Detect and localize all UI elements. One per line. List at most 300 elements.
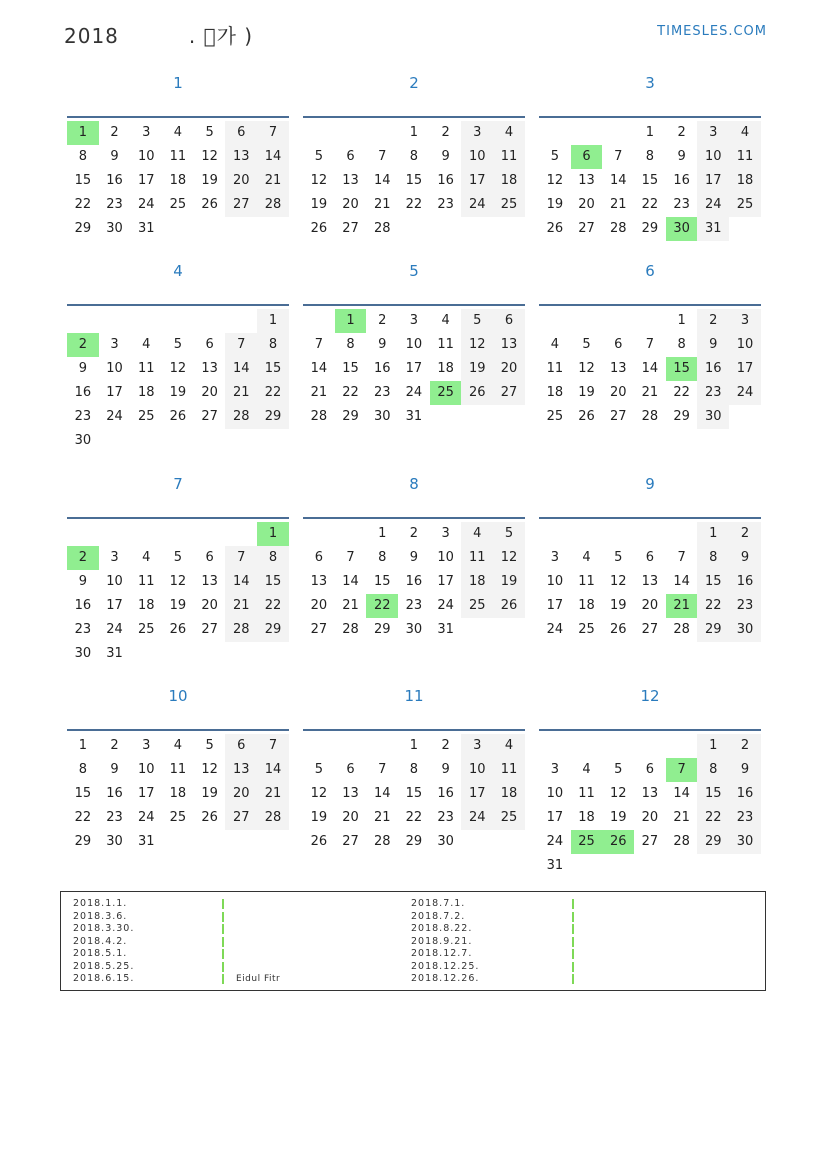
day-cell: 11 <box>169 149 187 164</box>
empty-cell <box>162 522 194 546</box>
day-cell: 29 <box>74 221 92 236</box>
empty-cell <box>493 405 525 429</box>
week-row <box>67 570 289 594</box>
empty-cell <box>162 642 194 666</box>
day-cell: 14 <box>609 173 627 188</box>
day-cell: 17 <box>729 357 761 381</box>
holiday-day-cell: 21 <box>666 594 698 618</box>
day-grid <box>67 522 289 666</box>
day-cell: 28 <box>342 622 359 637</box>
day-cell: 9 <box>697 333 729 357</box>
holiday-marker <box>222 937 224 947</box>
day-cell: 27 <box>609 409 627 424</box>
day-cell: 1 <box>409 738 419 753</box>
day-cell: 22 <box>405 197 423 212</box>
day-cell: 5 <box>314 149 323 164</box>
day-cell: 6 <box>314 550 323 565</box>
day-cell: 1 <box>378 526 387 541</box>
week-row <box>303 522 525 546</box>
empty-cell <box>303 522 335 546</box>
day-cell: 17 <box>405 361 423 376</box>
day-cell: 30 <box>405 622 423 637</box>
day-cell: 13 <box>641 574 659 589</box>
day-cell: 5 <box>493 522 525 546</box>
day-cell: 20 <box>493 357 525 381</box>
day-cell: 16 <box>74 598 92 613</box>
day-cell: 6 <box>614 337 623 352</box>
day-cell: 16 <box>673 173 690 188</box>
day-cell: 29 <box>641 221 659 236</box>
day-cell: 5 <box>205 125 214 140</box>
day-cell: 12 <box>201 762 218 777</box>
week-row <box>539 522 761 546</box>
day-cell: 31 <box>106 646 123 661</box>
brand-logo[interactable]: TIMESLES.COM <box>657 24 767 39</box>
holiday-day-cell: 25 <box>571 830 603 854</box>
day-cell: 10 <box>546 786 564 801</box>
day-cell: 25 <box>169 197 187 212</box>
day-cell: 19 <box>461 357 493 381</box>
day-cell: 30 <box>437 834 454 849</box>
holiday-row <box>73 898 393 911</box>
week-row <box>67 309 289 333</box>
week-row <box>67 642 289 666</box>
day-cell: 29 <box>697 830 729 854</box>
day-cell: 12 <box>609 574 627 589</box>
day-cell: 15 <box>342 361 359 376</box>
empty-cell <box>493 830 525 854</box>
holiday-date: 2018.5.1. <box>73 948 128 959</box>
day-cell: 25 <box>169 810 187 825</box>
day-cell: 8 <box>409 762 419 777</box>
day-cell: 8 <box>697 546 729 570</box>
day-cell: 13 <box>641 786 659 801</box>
day-cell: 28 <box>257 806 289 830</box>
day-cell: 24 <box>137 810 155 825</box>
month-divider <box>67 116 289 118</box>
holiday-row <box>73 936 393 949</box>
day-cell: 10 <box>461 145 493 169</box>
day-cell: 23 <box>106 197 123 212</box>
week-row <box>303 357 525 381</box>
day-cell: 18 <box>578 598 595 613</box>
empty-cell <box>729 217 761 241</box>
holiday-column-right <box>411 898 731 986</box>
day-cell: 10 <box>106 361 123 376</box>
week-row <box>539 594 761 618</box>
day-cell: 4 <box>493 734 525 758</box>
empty-cell <box>162 830 194 854</box>
empty-cell <box>666 854 698 878</box>
day-cell: 26 <box>461 381 493 405</box>
day-cell: 26 <box>310 221 328 236</box>
day-cell: 25 <box>493 193 525 217</box>
holiday-row <box>411 973 731 986</box>
empty-cell <box>335 121 367 145</box>
day-cell: 5 <box>205 738 214 753</box>
day-cell: 22 <box>641 197 659 212</box>
holiday-marker <box>222 974 224 984</box>
holiday-date: 2018.12.25. <box>411 960 480 972</box>
month-5 <box>303 261 525 424</box>
empty-cell <box>130 642 162 666</box>
day-cell: 4 <box>173 125 183 140</box>
week-row <box>539 193 761 217</box>
day-cell: 2 <box>409 526 419 541</box>
holiday-marker <box>572 912 574 922</box>
week-row <box>67 734 289 758</box>
day-cell: 11 <box>578 574 595 589</box>
empty-cell <box>194 429 226 453</box>
day-cell: 18 <box>578 810 595 825</box>
month-divider <box>303 116 525 118</box>
empty-cell <box>539 734 571 758</box>
day-cell: 13 <box>225 758 257 782</box>
holiday-marker <box>572 899 574 909</box>
day-cell: 7 <box>225 333 257 357</box>
day-cell: 11 <box>546 361 564 376</box>
day-cell: 20 <box>641 810 659 825</box>
day-cell: 16 <box>106 786 123 801</box>
day-cell: 25 <box>546 409 564 424</box>
day-cell: 1 <box>257 309 289 333</box>
day-cell: 4 <box>142 550 151 565</box>
day-cell: 30 <box>74 646 92 661</box>
day-cell: 17 <box>106 598 123 613</box>
day-cell: 17 <box>106 385 123 400</box>
holiday-row <box>73 948 393 961</box>
week-row <box>67 618 289 642</box>
day-cell: 9 <box>78 574 87 589</box>
week-row <box>303 381 525 405</box>
day-cell: 2 <box>697 309 729 333</box>
day-cell: 27 <box>225 806 257 830</box>
day-cell: 23 <box>373 385 391 400</box>
day-cell: 5 <box>314 762 323 777</box>
month-divider <box>67 304 289 306</box>
month-divider <box>303 304 525 306</box>
week-row <box>539 782 761 806</box>
day-cell: 20 <box>310 598 328 613</box>
day-cell: 18 <box>493 782 525 806</box>
day-cell: 12 <box>609 786 627 801</box>
title-suffix: . 󱡑가 ) <box>188 24 254 48</box>
empty-cell <box>225 830 257 854</box>
day-cell: 5 <box>614 762 623 777</box>
day-cell: 28 <box>225 618 257 642</box>
month-title: 11 <box>404 687 424 705</box>
day-cell: 30 <box>373 409 391 424</box>
day-cell: 11 <box>493 758 525 782</box>
month-1 <box>67 73 289 236</box>
day-cell: 7 <box>257 734 289 758</box>
day-cell: 1 <box>697 734 729 758</box>
day-cell: 24 <box>546 834 564 849</box>
day-cell: 16 <box>729 782 761 806</box>
day-cell: 3 <box>729 309 761 333</box>
day-cell: 31 <box>437 622 454 637</box>
day-cell: 18 <box>546 385 564 400</box>
empty-cell <box>303 309 335 333</box>
day-cell: 8 <box>645 149 655 164</box>
month-title: 10 <box>168 687 188 705</box>
week-row <box>303 830 525 854</box>
week-row <box>67 405 289 429</box>
day-cell: 14 <box>225 357 257 381</box>
day-grid <box>539 734 761 878</box>
week-row <box>303 405 525 429</box>
day-cell: 7 <box>257 121 289 145</box>
holiday-row <box>73 973 393 986</box>
day-cell: 15 <box>697 782 729 806</box>
page-title <box>64 20 253 49</box>
holiday-marker <box>572 924 574 934</box>
week-row <box>67 357 289 381</box>
day-cell: 22 <box>74 810 92 825</box>
holiday-day-cell: 22 <box>366 594 398 618</box>
day-cell: 15 <box>697 570 729 594</box>
day-cell: 14 <box>257 758 289 782</box>
holiday-row <box>73 911 393 924</box>
empty-cell <box>257 642 289 666</box>
day-cell: 12 <box>493 546 525 570</box>
month-10 <box>67 686 289 849</box>
day-cell: 12 <box>310 173 328 188</box>
day-cell: 8 <box>257 333 289 357</box>
day-cell: 24 <box>729 381 761 405</box>
empty-cell <box>67 522 99 546</box>
day-cell: 19 <box>493 570 525 594</box>
day-cell: 4 <box>729 121 761 145</box>
day-cell: 1 <box>697 522 729 546</box>
week-row <box>303 333 525 357</box>
day-cell: 31 <box>137 221 155 236</box>
holiday-marker <box>572 974 574 984</box>
day-cell: 9 <box>409 550 419 565</box>
day-cell: 2 <box>729 522 761 546</box>
day-cell: 26 <box>493 594 525 618</box>
day-cell: 12 <box>461 333 493 357</box>
day-cell: 2 <box>378 313 387 328</box>
day-cell: 9 <box>78 361 87 376</box>
day-cell: 8 <box>677 337 686 352</box>
month-9 <box>539 474 761 637</box>
empty-cell <box>430 217 462 241</box>
day-cell: 11 <box>137 574 155 589</box>
day-cell: 15 <box>405 786 423 801</box>
holiday-date: 2018.3.6. <box>73 910 128 922</box>
day-cell: 21 <box>373 197 391 212</box>
empty-cell <box>303 121 335 145</box>
day-cell: 17 <box>137 786 155 801</box>
day-cell: 6 <box>205 550 214 565</box>
month-divider <box>539 304 761 306</box>
holiday-row <box>411 961 731 974</box>
day-cell: 13 <box>201 361 218 376</box>
empty-cell <box>602 522 634 546</box>
day-cell: 9 <box>378 337 387 352</box>
day-cell: 22 <box>697 594 729 618</box>
month-title: 9 <box>645 475 655 493</box>
day-cell: 29 <box>697 618 729 642</box>
empty-cell <box>493 217 525 241</box>
day-cell: 31 <box>405 409 423 424</box>
week-row <box>67 217 289 241</box>
day-cell: 28 <box>673 834 690 849</box>
day-cell: 18 <box>493 169 525 193</box>
holiday-marker <box>222 924 224 934</box>
holiday-day-cell: 1 <box>257 522 289 546</box>
week-row <box>67 806 289 830</box>
day-cell: 14 <box>373 786 391 801</box>
day-cell: 28 <box>609 221 627 236</box>
day-cell: 16 <box>697 357 729 381</box>
day-cell: 20 <box>578 197 595 212</box>
day-cell: 23 <box>673 197 690 212</box>
day-cell: 31 <box>137 834 155 849</box>
day-cell: 10 <box>546 574 564 589</box>
day-cell: 28 <box>225 405 257 429</box>
day-grid <box>67 121 289 241</box>
day-cell: 2 <box>441 125 450 140</box>
holiday-day-cell: 1 <box>67 121 99 145</box>
day-cell: 4 <box>550 337 559 352</box>
empty-cell <box>99 429 131 453</box>
day-cell: 18 <box>729 169 761 193</box>
day-cell: 10 <box>405 337 423 352</box>
day-cell: 5 <box>614 550 623 565</box>
day-cell: 18 <box>437 361 454 376</box>
empty-cell <box>666 734 698 758</box>
day-cell: 10 <box>106 574 123 589</box>
holiday-date: 2018.8.22. <box>411 923 473 934</box>
day-cell: 1 <box>78 738 87 753</box>
holiday-day-cell: 15 <box>666 357 698 381</box>
day-cell: 4 <box>493 121 525 145</box>
day-cell: 21 <box>673 810 690 825</box>
day-cell: 5 <box>582 337 591 352</box>
week-row <box>303 594 525 618</box>
day-cell: 2 <box>110 738 119 753</box>
empty-cell <box>225 522 257 546</box>
week-row <box>539 333 761 357</box>
day-cell: 13 <box>493 333 525 357</box>
day-cell: 6 <box>493 309 525 333</box>
day-cell: 13 <box>578 173 595 188</box>
day-cell: 30 <box>106 834 123 849</box>
empty-cell <box>602 121 634 145</box>
day-cell: 31 <box>697 217 729 241</box>
day-cell: 5 <box>173 550 183 565</box>
empty-cell <box>602 854 634 878</box>
empty-cell <box>225 217 257 241</box>
holiday-row <box>411 936 731 949</box>
day-cell: 11 <box>461 546 493 570</box>
day-cell: 28 <box>641 409 659 424</box>
week-row <box>303 570 525 594</box>
empty-cell <box>666 522 698 546</box>
day-cell: 24 <box>461 193 493 217</box>
day-cell: 27 <box>641 622 659 637</box>
day-cell: 23 <box>729 806 761 830</box>
day-cell: 14 <box>257 145 289 169</box>
week-row <box>67 546 289 570</box>
day-cell: 18 <box>461 570 493 594</box>
day-cell: 24 <box>106 622 123 637</box>
week-row <box>539 854 761 878</box>
day-cell: 16 <box>405 574 423 589</box>
holiday-date: 2018.12.7. <box>411 948 473 959</box>
week-row <box>539 570 761 594</box>
month-divider <box>67 517 289 519</box>
day-cell: 9 <box>729 546 761 570</box>
day-cell: 19 <box>201 786 218 801</box>
day-cell: 16 <box>106 173 123 188</box>
holiday-date: 2018.9.21. <box>411 935 473 947</box>
day-cell: 19 <box>169 598 187 613</box>
day-cell: 3 <box>461 121 493 145</box>
day-cell: 29 <box>342 409 359 424</box>
empty-cell <box>130 309 162 333</box>
day-cell: 20 <box>609 385 627 400</box>
empty-cell <box>539 309 571 333</box>
day-cell: 13 <box>310 574 328 589</box>
empty-cell <box>225 642 257 666</box>
day-cell: 20 <box>225 782 257 806</box>
empty-cell <box>697 854 729 878</box>
empty-cell <box>430 405 462 429</box>
empty-cell <box>130 429 162 453</box>
day-cell: 28 <box>673 622 690 637</box>
day-cell: 22 <box>405 810 423 825</box>
day-cell: 17 <box>461 169 493 193</box>
day-cell: 10 <box>137 762 155 777</box>
day-cell: 15 <box>257 357 289 381</box>
holiday-date: 2018.7.2. <box>411 910 466 922</box>
holiday-day-cell: 2 <box>67 546 99 570</box>
week-row <box>67 429 289 453</box>
day-cell: 12 <box>169 361 187 376</box>
holiday-date: 2018.12.26. <box>411 973 480 984</box>
day-cell: 24 <box>546 622 564 637</box>
day-cell: 29 <box>373 622 391 637</box>
day-cell: 16 <box>437 786 454 801</box>
day-grid <box>539 121 761 241</box>
day-cell: 12 <box>578 361 595 376</box>
day-cell: 22 <box>257 594 289 618</box>
day-cell: 13 <box>225 145 257 169</box>
empty-cell <box>67 309 99 333</box>
month-3 <box>539 73 761 236</box>
month-title: 6 <box>645 262 655 280</box>
day-cell: 12 <box>169 574 187 589</box>
month-divider <box>539 116 761 118</box>
day-cell: 7 <box>614 149 623 164</box>
empty-cell <box>335 522 367 546</box>
day-cell: 3 <box>142 125 151 140</box>
holiday-date: 2018.6.15. <box>73 973 135 984</box>
month-title: 4 <box>173 262 183 280</box>
week-row <box>67 169 289 193</box>
day-cell: 3 <box>550 550 559 565</box>
month-title: 12 <box>640 687 660 705</box>
holiday-marker <box>222 912 224 922</box>
day-cell: 17 <box>137 173 155 188</box>
day-cell: 28 <box>373 221 391 236</box>
holiday-day-cell: 1 <box>335 309 367 333</box>
month-12 <box>539 686 761 873</box>
holiday-day-cell: 2 <box>67 333 99 357</box>
